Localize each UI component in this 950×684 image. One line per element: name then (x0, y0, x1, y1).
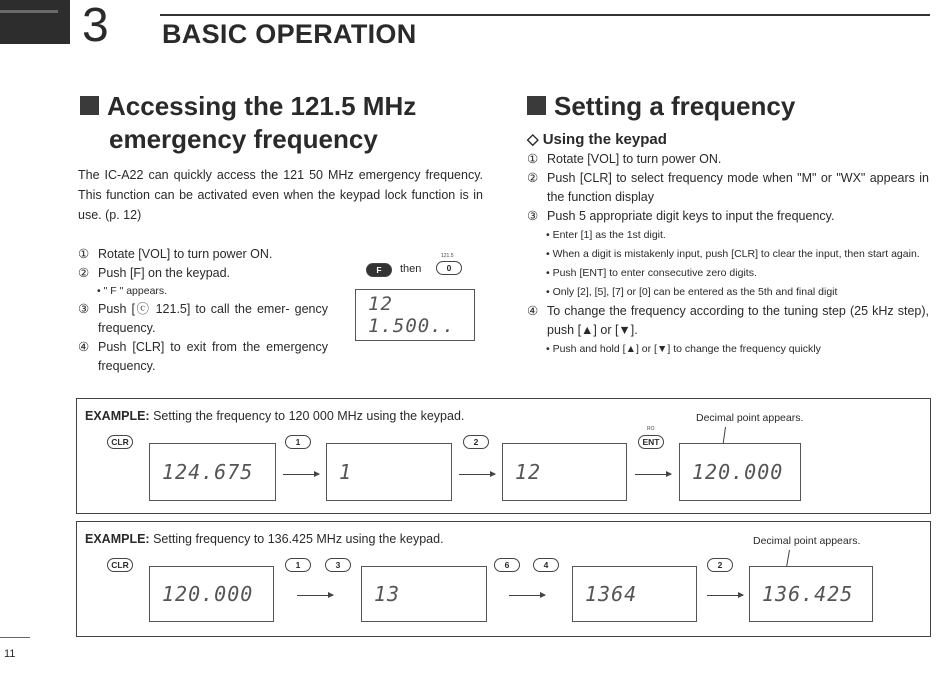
arrow-icon (635, 474, 671, 475)
header-rule (160, 14, 930, 16)
step-num: ④ (527, 304, 539, 318)
key-4: 4 (533, 558, 559, 572)
lcd-display-emergency: 12 1.500.. (355, 289, 475, 341)
arrow-icon (509, 595, 545, 596)
lcd-display: 120.000 (679, 443, 801, 501)
example-box-2 (76, 521, 931, 637)
lcd-display: 136.425 (749, 566, 873, 622)
chapter-tab (0, 0, 70, 44)
emergency-steps (78, 245, 328, 376)
example-text: Setting the frequency to 120 000 MHz using the keypad. (153, 409, 465, 423)
lcd-display: 1 (326, 443, 452, 501)
step-num: ② (78, 266, 90, 280)
arrow-icon (297, 595, 333, 596)
step-3 (78, 300, 328, 338)
clr-key: CLR (107, 435, 133, 449)
then-label: then (400, 263, 422, 275)
step-num: ② (527, 171, 539, 185)
step-num: ③ (527, 209, 539, 223)
bullet-clear: • When a digit is mistakenly input, push [CLR] to clear the input, then start again. (546, 248, 920, 260)
example-label: EXAMPLE: (85, 532, 150, 546)
example2-title (85, 532, 444, 546)
step-num: ① (78, 247, 90, 261)
step-1 (527, 150, 929, 169)
example1-title (85, 409, 464, 423)
zero-key: 0 (436, 261, 462, 275)
step-4 (78, 338, 328, 376)
f-key: F (366, 263, 392, 277)
bullet-ent: • Push [ENT] to enter consecutive zero digits. (546, 267, 757, 279)
step-2 (78, 264, 328, 283)
page-number-rule (0, 637, 30, 638)
key-6: 6 (494, 558, 520, 572)
section-title-text: Setting a frequency (554, 91, 796, 121)
step-2 (527, 169, 929, 207)
bullet-final-digit: • Only [2], [5], [7] or [0] can be entered as the 5th and final digit (546, 286, 838, 298)
step-text: Rotate [VOL] to turn power ON. (547, 152, 722, 166)
clr-key: CLR (107, 558, 133, 572)
section-title-line1: Accessing the 121.5 MHz (107, 91, 417, 121)
step-num: ③ (78, 302, 90, 316)
section-title-frequency (527, 90, 795, 123)
lcd-display: 1364 (572, 566, 697, 622)
decimal-point-note: Decimal point appears. (696, 412, 804, 424)
step-text: Push [F] on the keypad. (98, 266, 231, 280)
bullet-first-digit: • Enter [1] as the 1st digit. (546, 229, 666, 241)
key-label-ro: RO (647, 426, 655, 432)
key-3: 3 (325, 558, 351, 572)
step-text: Push [CLR] to exit from the emergency frequency. (98, 340, 328, 373)
step-num: ① (527, 152, 539, 166)
step-4 (527, 302, 929, 340)
lcd-display: 120.000 (149, 566, 274, 622)
step-text: Push [CLR] to select frequency mode when "M" or "WX" appears in the function display (547, 171, 929, 204)
key-1: 1 (285, 435, 311, 449)
step-num: ④ (78, 340, 90, 354)
arrow-icon (707, 595, 743, 596)
step-1 (78, 245, 328, 264)
example-text: Setting frequency to 136.425 MHz using the keypad. (153, 532, 444, 546)
key-2: 2 (463, 435, 489, 449)
step-3 (527, 207, 929, 226)
step-text: Push 5 appropriate digit keys to input the frequency. (547, 209, 835, 223)
frequency-steps (527, 150, 929, 359)
step-text: To change the frequency according to the tuning step (25 kHz step), push [▲] or [▼]. (547, 304, 929, 337)
arrow-icon (459, 474, 495, 475)
emergency-description: The IC-A22 can quickly access the 121 50 MHz emergency frequency. This function can be activated even when the keypad lock function is in use. (p. 12) (78, 168, 483, 222)
page-number: 11 (4, 648, 16, 660)
chapter-title: BASIC OPERATION (162, 19, 417, 49)
subsection-keypad: ◇ Using the keypad (527, 131, 667, 148)
example-box-1 (76, 398, 931, 514)
key-2: 2 (707, 558, 733, 572)
decimal-point-note: Decimal point appears. (753, 535, 861, 547)
lcd-display: 13 (361, 566, 487, 622)
step-text: Push [ⓒ 121.5] to call the emer- gency frequency. (98, 302, 328, 335)
key-label-121: 121.5 (441, 253, 454, 259)
bullet-hold: • Push and hold [▲] or [▼] to change the frequency quickly (546, 343, 821, 355)
section-square-icon (80, 96, 99, 115)
chapter-number: 3 (82, 0, 109, 52)
key-1: 1 (285, 558, 311, 572)
step-text: Rotate [VOL] to turn power ON. (98, 247, 273, 261)
arrow-icon (283, 474, 319, 475)
lcd-display: 12 (502, 443, 627, 501)
section-title-emergency (80, 90, 500, 156)
ent-key: ENT (638, 435, 664, 449)
section-square-icon (527, 96, 546, 115)
bullet-f-appears: • " F " appears. (97, 285, 168, 297)
lcd-display: 124.675 (149, 443, 276, 501)
section-title-line2: emergency frequency (109, 124, 378, 154)
example-label: EXAMPLE: (85, 409, 150, 423)
